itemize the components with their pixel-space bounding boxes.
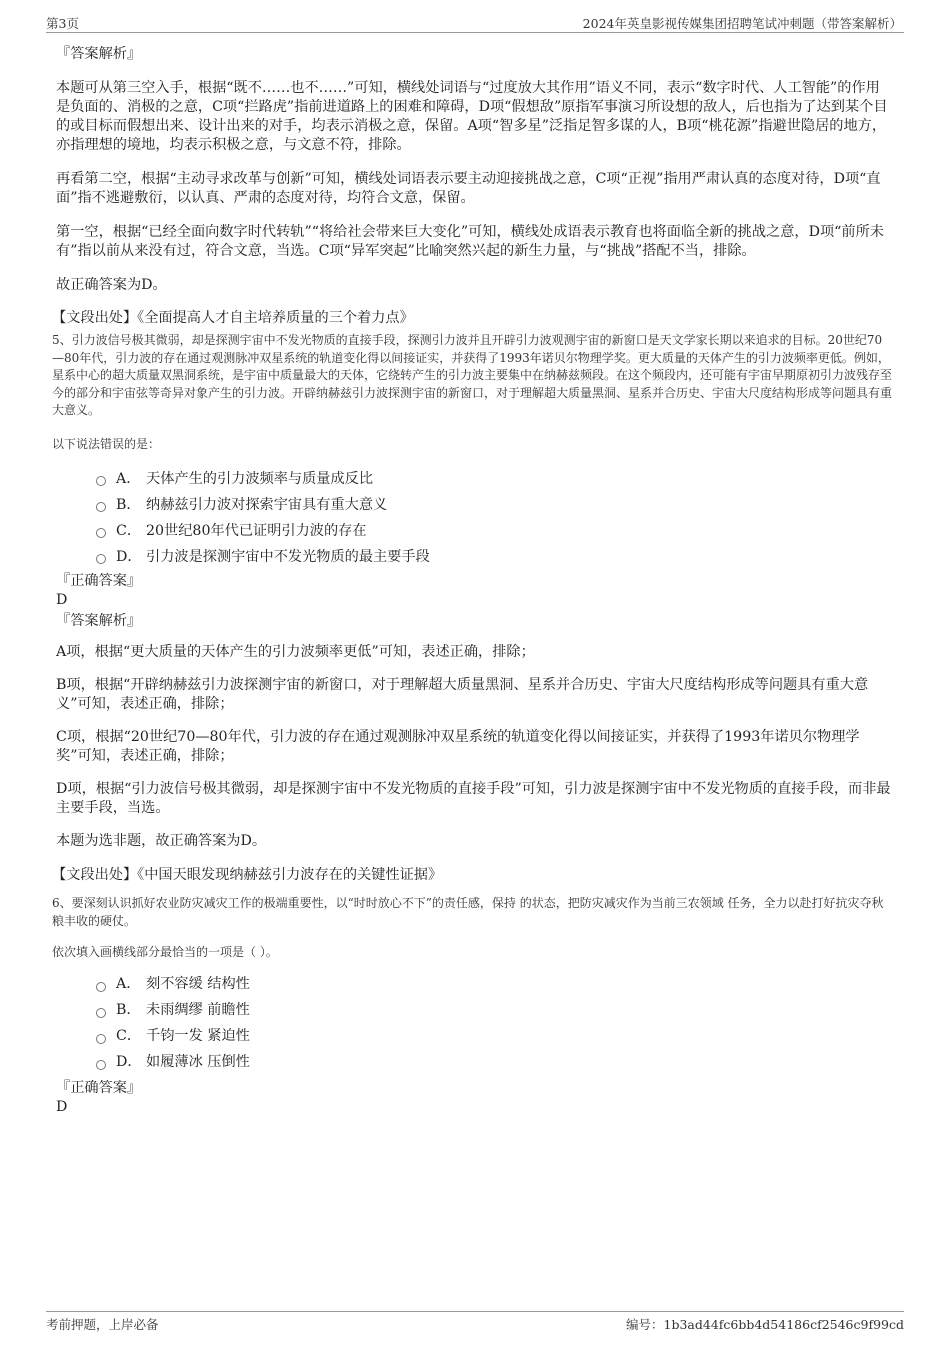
q6-option-c[interactable]: C． 千钧一发 紧迫性 — [96, 1023, 892, 1049]
q4-source: 【文段出处】《全面提高人才自主培养质量的三个着力点》 — [52, 310, 414, 326]
q5-option-d[interactable]: D． 引力波是探测宇宙中不发光物质的最主要手段 — [96, 544, 892, 570]
q4-analysis-paragraph: 第一空，根据“已经全面向数字时代转轨”“将给社会带来巨大变化”可知，横线处成语表示教育也将面临全新的挑战之意，D项“前所未有”指以前从来没有过，符合文意，当选。C项“异军突起”比喻突然兴起的新生力量，与“挑战”搭配不当，排除。 — [56, 224, 884, 259]
page-header — [46, 12, 904, 33]
q5-analysis-paragraph: 本题为选非题，故正确答案为D。 — [56, 832, 267, 849]
q6-option-a[interactable]: A． 刻不容缓 结构性 — [96, 971, 892, 997]
page-number: 第3页 — [46, 16, 79, 31]
q5-source: 【文段出处】《中国天眼发现纳赫兹引力波存在的关键性证据》 — [52, 866, 443, 883]
q6-question-text: 6、要深刻认识抓好农业防灾减灾工作的极端重要性，以“时时放心不下”的责任感，保持 的状态，把防灾减灾作为当前三农领域 任务，全力以赴打好抗灾夺秋粮丰收的硬仗。 — [52, 895, 884, 928]
radio-button-icon[interactable] — [96, 476, 106, 486]
radio-button-icon[interactable] — [96, 1034, 106, 1044]
q5-options — [96, 466, 892, 570]
q5-option-b[interactable]: B． 纳赫兹引力波对探索宇宙具有重大意义 — [96, 492, 892, 518]
footer-slogan: 考前押题，上岸必备 — [46, 1317, 159, 1332]
q5-analysis-paragraph: C项，根据“20世纪70—80年代，引力波的存在通过观测脉冲双星系统的轨道变化得以间接证实，并获得了1993年诺贝尔物理学奖”可知，表述正确，排除； — [56, 728, 860, 764]
q4-analysis-paragraph: 再看第二空，根据“主动寻求改革与创新”可知，横线处词语表示要主动迎接挑战之意，C项“正视”指用严肃认真的态度对待，D项“直面”指不逃避敷衍，以认真、严肃的态度对待，均符合文意，保留。 — [56, 171, 881, 206]
radio-button-icon[interactable] — [96, 528, 106, 538]
answer-label: 『正确答案』 — [56, 1080, 142, 1097]
analysis-label: 『答案解析』 — [56, 46, 142, 62]
q5-analysis-paragraph: A项，根据“更大质量的天体产生的引力波频率更低”可知，表述正确，排除； — [56, 643, 535, 660]
radio-button-icon[interactable] — [96, 502, 106, 512]
q5-prompt: 以下说法错误的是： — [52, 436, 161, 451]
q6-option-d[interactable]: D． 如履薄冰 压倒性 — [96, 1049, 892, 1075]
q6-options — [96, 971, 892, 1075]
q6-answer: D — [56, 1099, 68, 1116]
q4-analysis-paragraph: 故正确答案为D。 — [56, 277, 167, 293]
q5-question-text: 5、引力波信号极其微弱，却是探测宇宙中不发光物质的直接手段，探测引力波并且开辟引力波观测宇宙的新窗口是天文学家长期以来追求的目标。20世纪70—80年代，引力波的存在通过观测脉冲双星系统的轨道变化得以间接证实，并获得了1993年诺贝尔物理学奖。更大质量的天体产生的引力波频率更低。例如，星系中心的超大质量双黑洞系统，是宇宙中质量最大的天体，它绕转产生的引力波主要集中在纳赫兹频段。在这个频段内，还可能有宇宙早期原初引力波残存至今的部分和宇宙弦等奇异对象产生的引力波。开辟纳赫兹引力波探测宇宙的新窗口，对于理解超大质量黑洞、星系并合历史、宇宙大尺度结构形成等问题具有重大意义。 — [52, 333, 893, 418]
q6-prompt: 依次填入画横线部分最恰当的一项是（ ）。 — [52, 945, 278, 960]
page-footer — [46, 1311, 904, 1334]
radio-button-icon[interactable] — [96, 982, 106, 992]
radio-button-icon[interactable] — [96, 554, 106, 564]
q6-option-b[interactable]: B． 未雨绸缪 前瞻性 — [96, 997, 892, 1023]
document-title: 2024年英皇影视传媒集团招聘笔试冲刺题（带答案解析） — [582, 16, 902, 31]
q5-answer: D — [56, 591, 68, 608]
q4-analysis-paragraph: 本题可从第三空入手，根据“既不……也不……”可知，横线处词语与“过度放大其作用”语义不同，表示“数字时代、人工智能”的作用是负面的、消极的之意，C项“拦路虎”指前进道路上的困难和障碍，D项“假想敌”原指军事演习所设想的敌人，后也指为了达到某个目的或目标而假想出来、设计出来的对手，均表示消极之意，保留。A项“智多星”泛指足智多谋的人，B项“桃花源”指避世隐居的地方，亦指理想的境地，均表示积极之意，与文意不符，排除。 — [56, 80, 888, 153]
radio-button-icon[interactable] — [96, 1060, 106, 1070]
answer-label: 『正确答案』 — [56, 572, 142, 589]
page-content — [52, 45, 893, 1119]
q5-option-a[interactable]: A． 天体产生的引力波频率与质量成反比 — [96, 466, 892, 492]
document-id: 编号：1b3ad44fc6bb4d54186cf2546c9f99cd — [626, 1317, 904, 1332]
analysis-label: 『答案解析』 — [56, 612, 142, 629]
q5-analysis-paragraph: B项，根据“开辟纳赫兹引力波探测宇宙的新窗口，对于理解超大质量黑洞、星系并合历史、宇宙大尺度结构形成等问题具有重大意义”可知，表述正确，排除； — [56, 676, 869, 712]
q5-analysis-paragraph: D项，根据“引力波信号极其微弱，却是探测宇宙中不发光物质的直接手段”可知，引力波是探测宇宙中不发光物质的直接手段，而非最主要手段，当选。 — [56, 780, 891, 816]
q5-option-c[interactable]: C． 20世纪80年代已证明引力波的存在 — [96, 518, 892, 544]
radio-button-icon[interactable] — [96, 1008, 106, 1018]
